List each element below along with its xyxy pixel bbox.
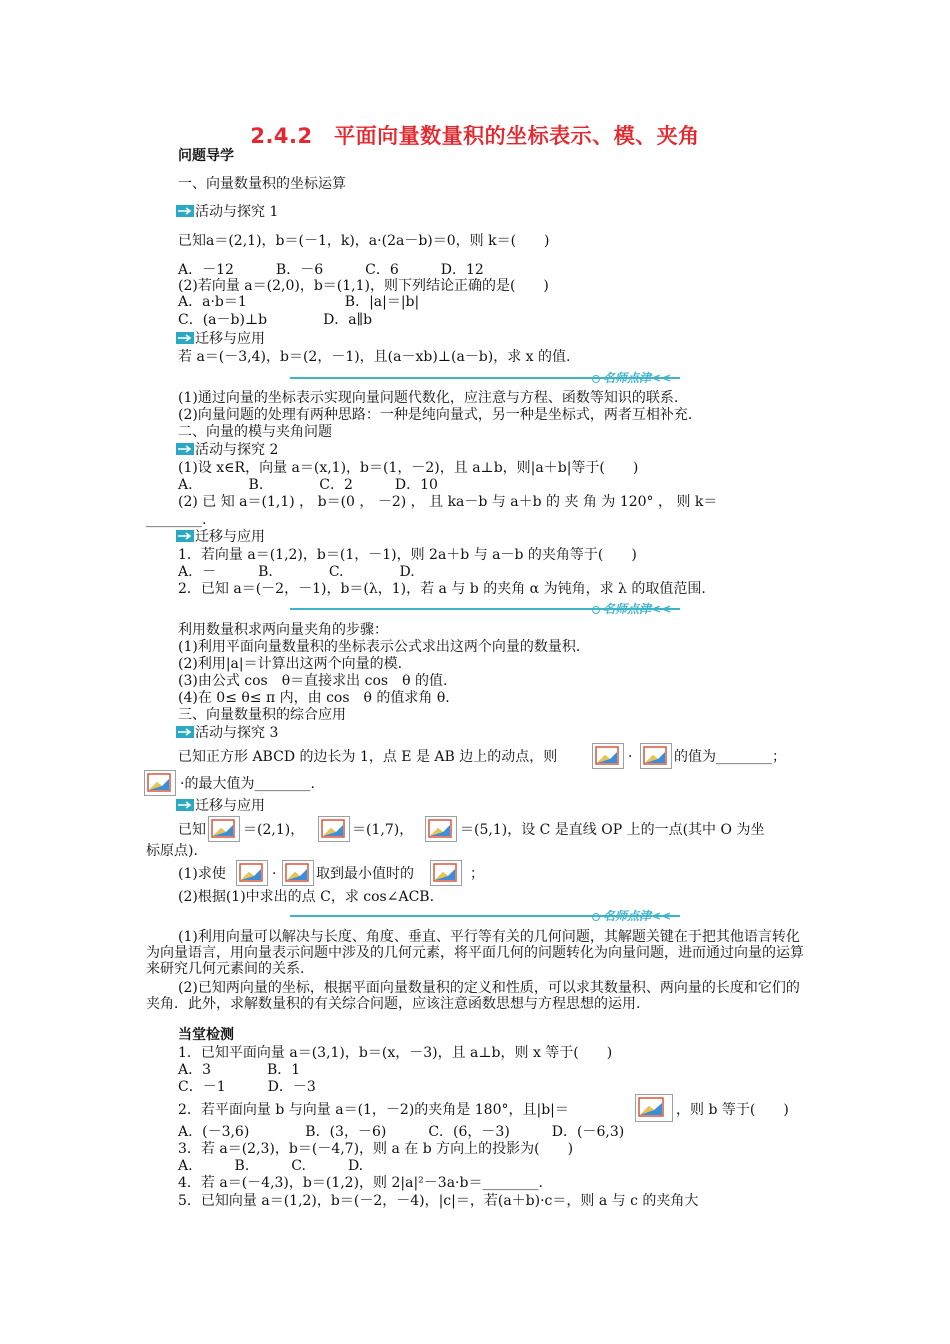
broken-image-icon — [208, 816, 240, 842]
section-2-heading: 二、向量的模与夹角问题 — [178, 424, 332, 440]
activity-2-question-1: (1)设 x∈R，向量 a＝(x,1)，b＝(1，－2)，且 a⊥b，则|a＋b|等于( ) — [178, 460, 639, 476]
transfer-2-question-1-options: A．－ B. C. D. — [178, 564, 415, 580]
tip-badge-label: 名师点津 — [603, 909, 652, 923]
check-question-2-options: A．(－3,6) B．(3，－6) C．(6，－3) D．(－6,3) — [178, 1124, 625, 1140]
tip-badge: 名师点津<< — [592, 907, 671, 924]
activity-2-question-1-options: A. B. C．2 D．10 — [178, 477, 438, 493]
step-2: (2)利用|a|＝计算出这两个向量的模. — [178, 656, 403, 672]
check-question-1: 1．已知平面向量 a＝(3,1)，b＝(x，－3)，且 a⊥b，则 x 等于( ) — [178, 1045, 613, 1061]
check-question-3: 3．若 a＝(2,3)，b＝(－4,7)，则 a 在 b 方向上的投影为( ) — [178, 1141, 574, 1157]
note-3-paragraph-1: (1)利用向量可以解决与长度、角度、垂直、平行等有关的几何问题，其解题关键在于把其他语言转化为向量语言，用向量表示问题中涉及的几何元素，将平面几何的问题转化为向量问题，进而通过向量的运算来研究几何元素间的关系. — [146, 929, 804, 977]
transfer-1-question: 若 a＝(－3,4)，b＝(2，－1)，且(a－xb)⊥(a－b)，求 x 的值. — [178, 349, 571, 365]
check-question-2-part-2: ，则 b 等于( ) — [676, 1102, 789, 1118]
tip-badge: 名师点津<< — [592, 600, 671, 617]
activity-3-question-part-3: ·的最大值为________. — [180, 776, 315, 792]
transfer-3-sub-1-end: ； — [470, 866, 484, 882]
steps-title: 利用数量积求两向量夹角的步骤： — [178, 622, 388, 638]
broken-image-icon — [425, 816, 457, 842]
vector-op-value: ＝(5,1)，设 C 是直线 OP 上的一点(其中 O 为坐 — [460, 822, 765, 838]
arrow-icon — [176, 726, 194, 738]
activity-2-question-2-blank: ________. — [146, 512, 207, 528]
transfer-3-sub-1-middle: 取到最小值时的 — [316, 866, 414, 882]
broken-image-icon — [592, 743, 624, 769]
transfer-2-question-2: 2．已知 a＝(－2，－1)，b＝(λ，1)，若 a 与 b 的夹角 α 为钝角，求 λ 的取值范围. — [178, 581, 706, 597]
vector-oa-value: ＝(2,1)， — [243, 822, 305, 838]
broken-image-icon — [144, 770, 176, 796]
transfer-3-sub-1-prefix: (1)求使 — [178, 866, 226, 882]
vector-ob-value: ＝(1,7)， — [352, 822, 414, 838]
activity-3-label: 活动与探究 3 — [195, 725, 279, 741]
step-1: (1)利用平面向量数量积的坐标表示公式求出这两个向量的数量积. — [178, 639, 581, 655]
transfer-3-question-prefix: 已知 — [178, 822, 206, 838]
arrow-icon — [176, 443, 194, 455]
transfer-1-label: 迁移与应用 — [195, 331, 265, 347]
activity-1-question-2: (2)若向量 a＝(2,0)，b＝(1,1)，则下列结论正确的是( ) — [178, 278, 549, 294]
transfer-3-label: 迁移与应用 — [195, 798, 265, 814]
dot-operator: · — [628, 749, 633, 765]
check-question-4: 4．若 a＝(－4,3)，b＝(1,2)，则 2|a|²－3a·b＝________. — [178, 1175, 543, 1191]
transfer-3-question-line-2: 标原点). — [146, 843, 198, 859]
heading-guide: 问题导学 — [178, 148, 234, 164]
broken-image-icon — [236, 860, 268, 886]
activity-3-question-part-1: 已知正方形 ABCD 的边长为 1，点 E 是 AB 边上的动点，则 — [178, 749, 558, 765]
transfer-3-sub-2: (2)根据(1)中求出的点 C，求 cos∠ACB. — [178, 889, 435, 905]
section-3-heading: 三、向量数量积的综合应用 — [178, 707, 346, 723]
note-1-line-1: (1)通过向量的坐标表示实现向量问题代数化，应注意与方程、函数等知识的联系. — [178, 390, 679, 406]
arrow-icon — [176, 332, 194, 344]
activity-1-label: 活动与探究 1 — [195, 204, 279, 220]
step-4: (4)在 0≤ θ≤ π 内，由 cos θ 的值求角 θ. — [178, 690, 450, 706]
step-3: (3)由公式 cos θ＝直接求出 cos θ 的值. — [178, 673, 448, 689]
activity-2-label: 活动与探究 2 — [195, 442, 279, 458]
check-question-5: 5．已知向量 a＝(1,2)，b＝(－2，－4)，|c|＝，若(a＋b)·c＝，则 a 与 c 的夹角大 — [178, 1193, 699, 1209]
check-question-3-options: A. B. C. D. — [178, 1158, 364, 1174]
broken-image-icon — [318, 816, 350, 842]
note-3-paragraph-2: (2)已知两向量的坐标，根据平面向量数量积的定义和性质，可以求其数量积、两向量的长度和它们的夹角．此外，求解数量积的有关综合问题，应该注意函数思想与方程思想的运用. — [146, 980, 800, 1012]
arrow-icon — [176, 530, 194, 542]
heading-test: 当堂检测 — [178, 1027, 234, 1043]
activity-1-question-1-options: A．－12 B．－6 C．6 D．12 — [178, 262, 484, 278]
check-question-2-part-1: 2．若平面向量 b 与向量 a＝(1，－2)的夹角是 180°，且|b|＝ — [178, 1102, 569, 1118]
broken-image-icon — [282, 860, 314, 886]
check-question-1-options-ab: A．3 B．1 — [178, 1062, 301, 1078]
activity-1-question-1: 已知a＝(2,1)，b＝(－1，k)，a·(2a－b)＝0，则 k＝( ) — [178, 233, 550, 249]
broken-image-icon — [430, 860, 462, 886]
activity-2-question-2: (2) 已 知 a＝(1,1) ， b＝(0 ， －2) ， 且 ka－b 与 a＋b 的 夹 角 为 120° ， 则 k＝ — [178, 494, 718, 510]
arrow-icon — [176, 799, 194, 811]
activity-1-question-2-options-cd: C．(a－b)⊥b D．a∥b — [178, 312, 373, 328]
tip-badge: 名师点津<< — [592, 369, 671, 386]
section-1-heading: 一、向量数量积的坐标运算 — [178, 176, 346, 192]
transfer-2-label: 迁移与应用 — [195, 529, 265, 545]
page-title: 2.4.2 平面向量数量积的坐标表示、模、夹角 — [250, 124, 700, 148]
dot-operator: · — [272, 866, 277, 882]
tip-badge-label: 名师点津 — [603, 371, 652, 385]
activity-1-question-2-options-ab: A．a·b＝1 B．|a|＝|b| — [178, 294, 420, 310]
activity-3-question-part-2: 的值为________； — [674, 749, 786, 765]
transfer-2-question-1: 1．若向量 a＝(1,2)，b＝(1，－1)，则 2a＋b 与 a－b 的夹角等于( ) — [178, 547, 637, 563]
tip-badge-label: 名师点津 — [603, 602, 652, 616]
note-1-line-2: (2)向量问题的处理有两种思路：一种是纯向量式，另一种是坐标式，两者互相补充. — [178, 407, 693, 423]
arrow-icon — [176, 205, 194, 217]
broken-image-icon — [635, 1094, 673, 1122]
check-question-1-options-cd: C．－1 D．－3 — [178, 1079, 316, 1095]
broken-image-icon — [640, 743, 672, 769]
